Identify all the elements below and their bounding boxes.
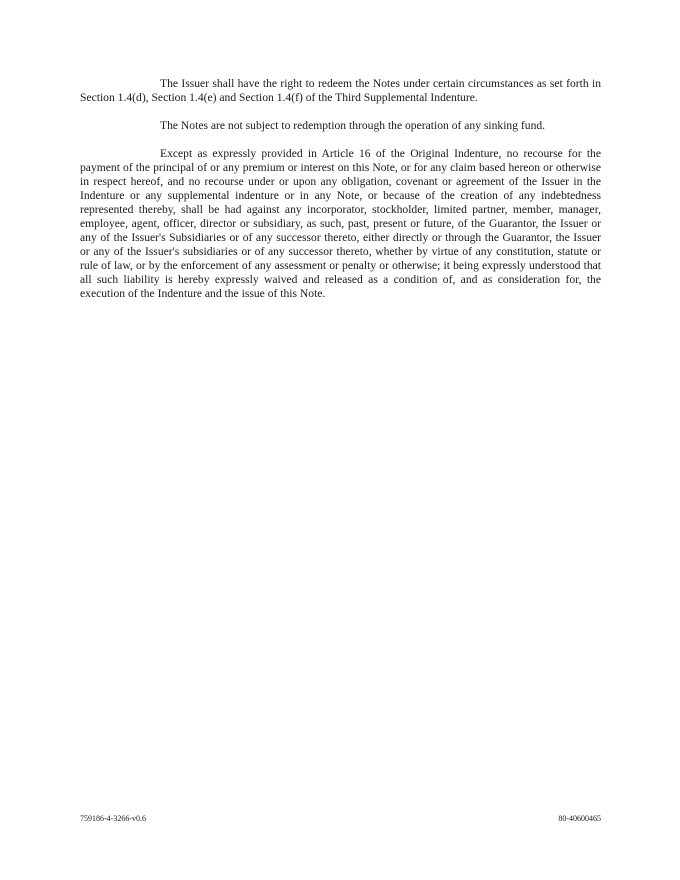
paragraph-redemption-rights: The Issuer shall have the right to redeem the Notes under certain circumstances as set forth in Section 1.4(d), Section 1.4(e) and Section 1.4(f) of the Third Supplemental Indenture.	[80, 77, 601, 104]
document-body	[80, 77, 601, 315]
paragraph-sinking-fund: The Notes are not subject to redemption through the operation of any sinking fund.	[160, 119, 546, 132]
paragraph-no-recourse: Except as expressly provided in Article 16 of the Original Indenture, no recourse for the payment of the principal of or any premium or interest on this Note, or for any claim based hereon or otherwise in respect hereof, and no recourse under or upon any obligation, covenant or agreement of the Issuer in the Indenture or any supplemental indenture or in any Note, or because of the creation of any indebtedness represented thereby, shall be had against any incorporator, stockholder, limited partner, member, manager, employee, agent, officer, director or subsidiary, as such, past, present or future, of the Guarantor, the Issuer or any of the Issuer's Subsidiaries or of any successor thereto, either directly or through the Guarantor, the Issuer or any of the Issuer's subsidiaries or of any successor thereto, whether by virtue of any constitution, statute or rule of law, or by the enforcement of any assessment or penalty or otherwise; it being expressly understood that all such liability is hereby expressly waived and released as a condition of, and as consideration for, the execution of the Indenture and the issue of this Note.	[80, 147, 601, 300]
footer-reference-number: 80-40600465	[558, 814, 601, 823]
footer-document-id: 759186-4-3266-v0.6	[80, 814, 146, 823]
